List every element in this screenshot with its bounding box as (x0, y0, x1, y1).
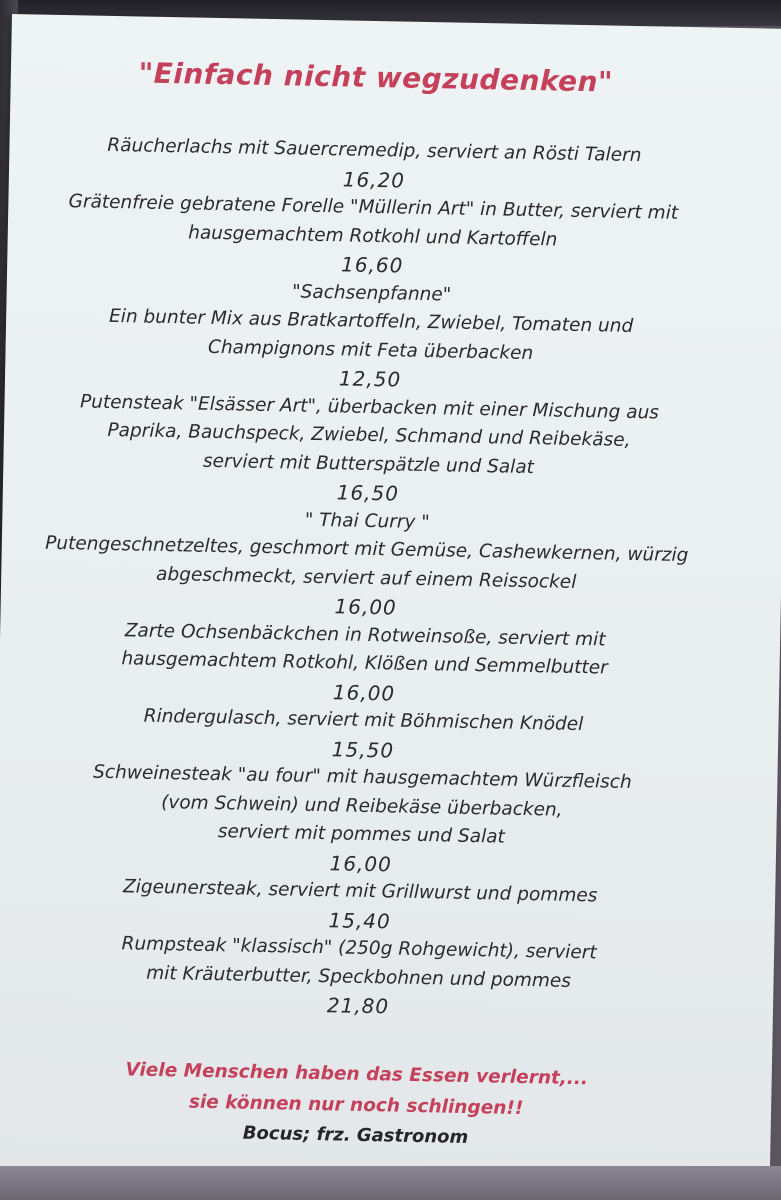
dish-item (0, 500, 732, 628)
dish-name: " Thai Curry " (304, 509, 431, 533)
dish-line: hausgemachtem Rotkohl und Kartoffeln (188, 221, 558, 251)
dish-price: 15,50 (331, 736, 395, 762)
dish-line: Grätenfreie gebratene Forelle "Müllerin Art" in Butter, serviert mit (68, 191, 679, 224)
dish-item (5, 272, 737, 400)
menu-page (0, 14, 781, 1189)
dish-price: 16,50 (336, 480, 400, 506)
dish-line: Putensteak "Elsässer Art", überbacken mit einer Mischung aus (79, 390, 660, 423)
quote-author: Bocus; frz. Gastronom (242, 1122, 469, 1148)
dish-line: Rumpsteak "klassisch" (250g Rohgewicht), serviert (121, 933, 597, 964)
dish-line: (vom Schwein) und Reibekäse überbacken, (160, 791, 563, 821)
dish-price: 15,40 (328, 907, 392, 933)
dish-price: 16,60 (340, 252, 404, 278)
quote-line: sie können nur noch schlingen!! (188, 1091, 524, 1119)
dish-item (7, 187, 739, 286)
dish-price: 16,00 (329, 850, 393, 876)
dish-item (3, 386, 735, 514)
binder-bottom-edge (0, 1166, 781, 1200)
dish-item (0, 757, 728, 885)
dish-line: hausgemachtem Rotkohl, Klößen und Semmelbutter (121, 648, 608, 679)
dish-price: 16,20 (342, 166, 406, 193)
menu-title: "Einfach nicht wegzudenken" (138, 56, 614, 99)
dish-line: serviert mit pommes und Salat (217, 821, 506, 848)
dish-line: Paprika, Bauchspeck, Zwiebel, Schmand und Reibekäse, (107, 419, 631, 451)
dish-line: mit Kräuterbutter, Speckbohnen und pommes (145, 962, 572, 992)
dish-line: Zarte Ochsenbäckchen in Rotweinsoße, serviert mit (124, 619, 606, 651)
dish-item (0, 928, 724, 1027)
dish-price: 16,00 (332, 679, 396, 705)
dish-price: 21,80 (326, 993, 390, 1019)
menu-content (0, 54, 741, 1157)
dish-price: 12,50 (338, 366, 402, 392)
dish-line: Schweinesteak "au four" mit hausgemachtem Würzfleisch (92, 761, 632, 794)
dish-line: Champignons mit Feta überbacken (207, 336, 534, 364)
dish-line: Zigeunersteak, serviert mit Grillwurst und pommes (122, 876, 598, 907)
dish-line: Räucherlachs mit Sauercremedip, serviert an Rösti Talern (107, 134, 642, 167)
dish-line: Putengeschnetzeltes, geschmort mit Gemüse, Cashewkernen, würzig (44, 532, 689, 567)
dish-line: serviert mit Butterspätzle und Salat (202, 450, 535, 478)
dish-line: Rindergulasch, serviert mit Böhmischen Knödel (143, 705, 584, 736)
dish-line: abgeschmeckt, serviert auf einem Reissockel (155, 563, 577, 593)
closing-quote (0, 1051, 722, 1157)
dish-item (0, 614, 730, 713)
dish-name: "Sachsenpfanne" (291, 280, 452, 305)
dish-line: Ein bunter Mix aus Bratkartoffeln, Zwiebel, Tomaten und (108, 305, 634, 337)
quote-line: Viele Menschen haben das Essen verlernt,... (125, 1058, 589, 1089)
dish-price: 16,00 (334, 594, 398, 620)
